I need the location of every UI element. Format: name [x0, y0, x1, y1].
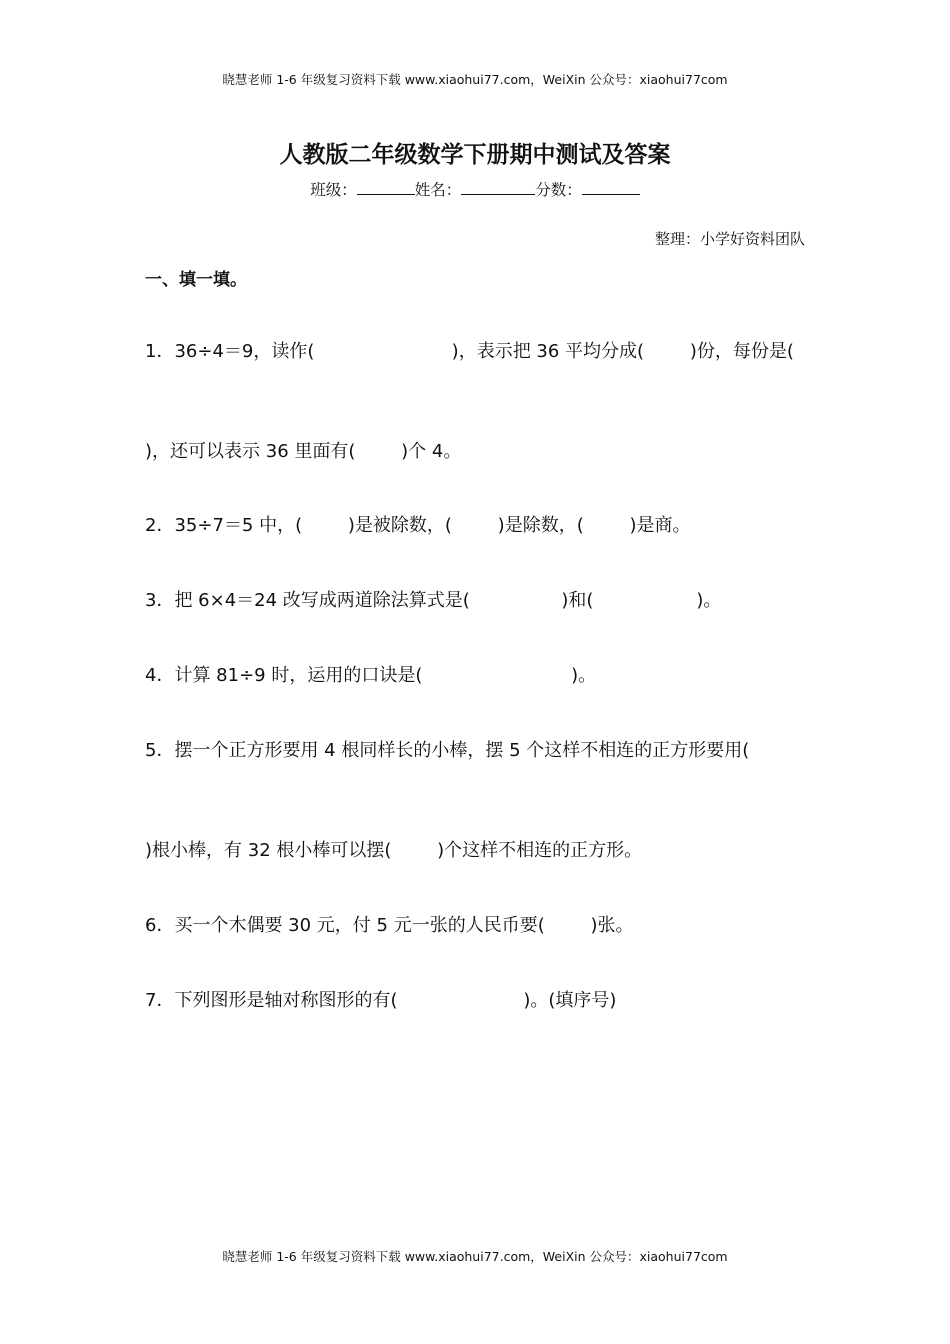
- page-footer: 晓慧老师 1-6 年级复习资料下载 www.xiaohui77.com，WeiXin 公众号：xiaohui77com: [222, 1249, 728, 1264]
- score-label: 分数：: [535, 181, 582, 199]
- question-2: 2．35÷7＝5 中，( )是被除数，( )是除数，( )是商。: [145, 515, 691, 536]
- name-label: 姓名：: [414, 181, 462, 199]
- question-5-line-1: 5．摆一个正方形要用 4 根同样长的小棒，摆 5 个这样不相连的正方形要用(: [145, 740, 750, 761]
- section-title: 一、填一填。: [145, 270, 247, 290]
- question-3: 3．把 6×4＝24 改写成两道除法算式是( )和( )。: [145, 590, 722, 611]
- name-blank[interactable]: [461, 180, 535, 195]
- compiler-credit: 整理：小学好资料团队: [654, 230, 805, 248]
- question-1-line-1: 1．36÷4＝9，读作( )，表示把 36 平均分成( )份，每份是(: [145, 341, 794, 362]
- page-header: 晓慧老师 1-6 年级复习资料下载 www.xiaohui77.com，WeiXin 公众号：xiaohui77com: [222, 72, 728, 87]
- question-4: 4．计算 81÷9 时，运用的口诀是( )。: [145, 665, 597, 686]
- question-7: 7．下列图形是轴对称图形的有( )。(填序号): [145, 990, 617, 1011]
- score-blank[interactable]: [582, 180, 640, 195]
- question-1-line-2: )，还可以表示 36 里面有( )个 4。: [145, 441, 462, 462]
- page-title: 人教版二年级数学下册期中测试及答案: [279, 142, 671, 168]
- question-6: 6．买一个木偶要 30 元，付 5 元一张的人民币要( )张。: [145, 915, 634, 936]
- student-info-line: [0, 178, 950, 200]
- question-5-line-2: )根小棒，有 32 根小棒可以摆( )个这样不相连的正方形。: [145, 840, 643, 861]
- class-label: 班级：: [310, 181, 357, 199]
- class-blank[interactable]: [357, 180, 415, 195]
